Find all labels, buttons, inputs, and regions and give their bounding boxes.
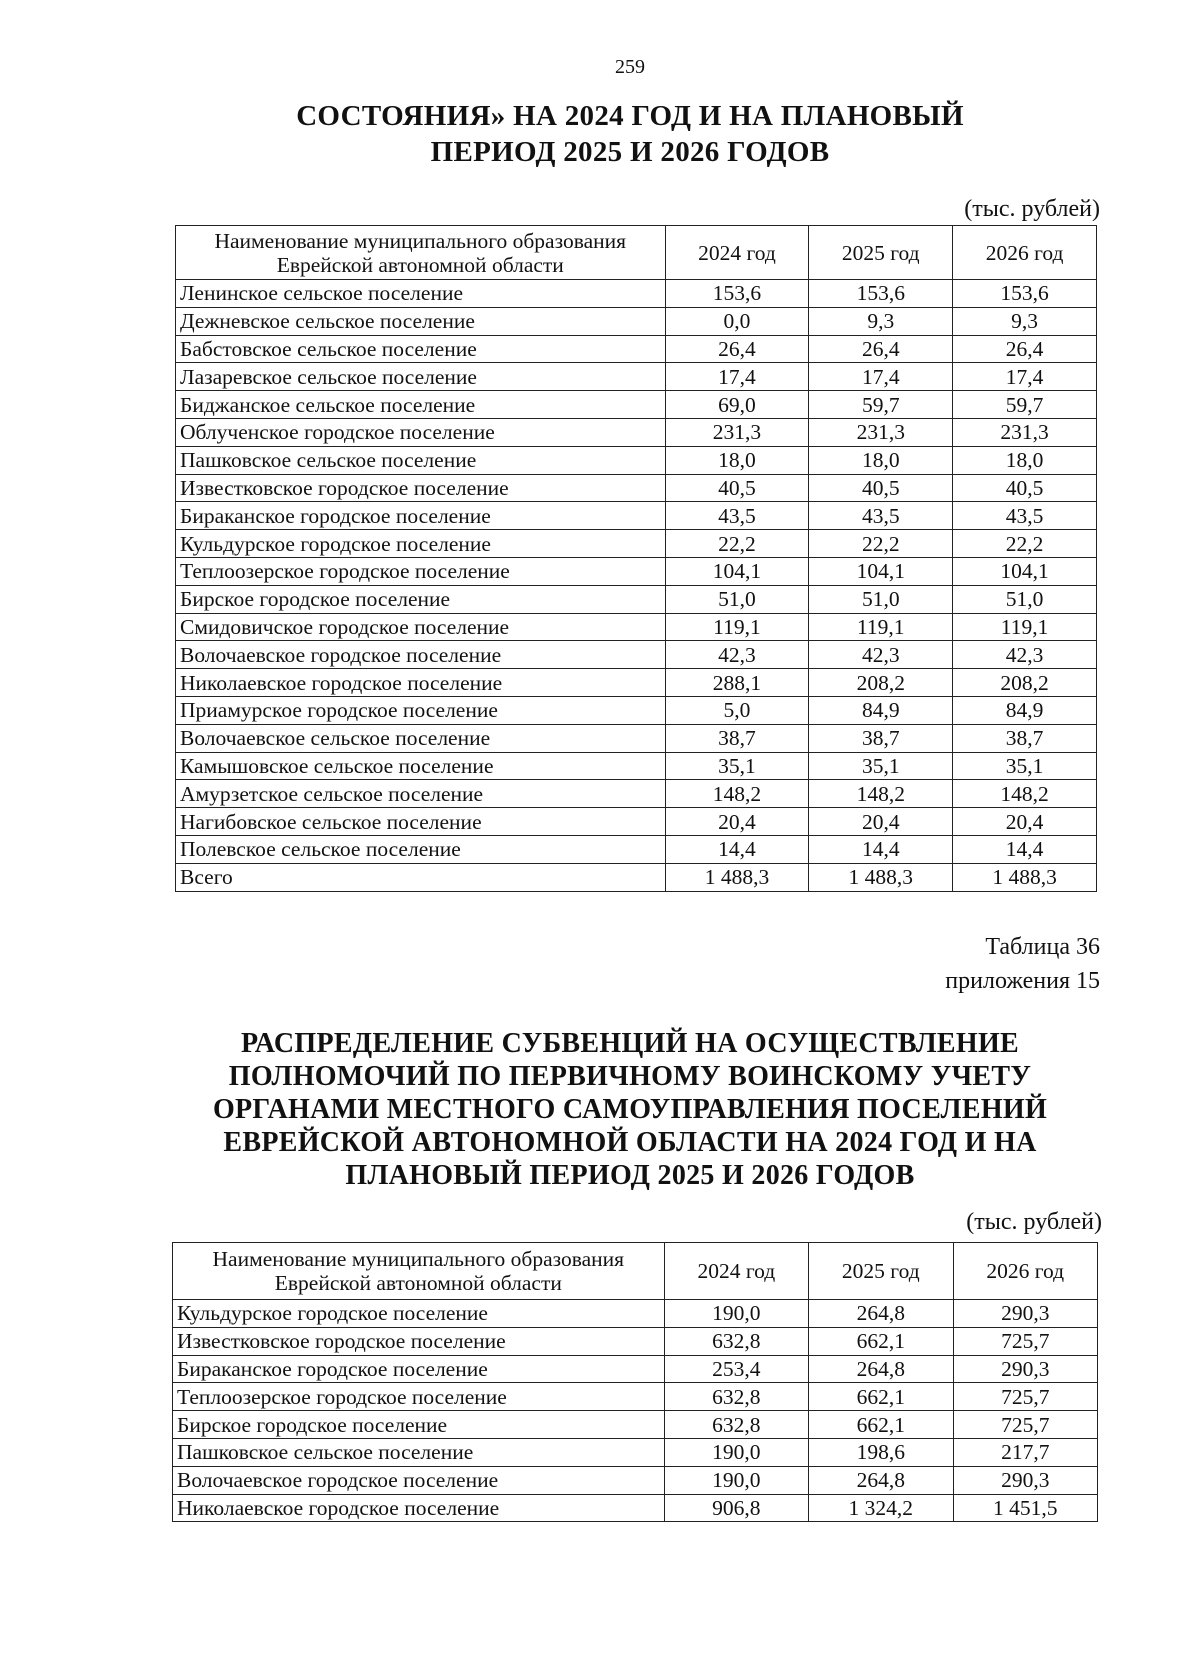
table-row — [176, 502, 1097, 530]
value-2026-cell: 84,9 — [953, 696, 1097, 724]
value-2026-cell: 290,3 — [953, 1355, 1098, 1383]
settlement-name-cell: Волочаевское сельское поселение — [176, 724, 666, 752]
settlement-name-cell: Известковское городское поселение — [173, 1327, 665, 1355]
value-2024-cell: 632,8 — [664, 1327, 808, 1355]
value-2024-cell: 0,0 — [665, 307, 809, 335]
table-row — [176, 641, 1097, 669]
page-number: 259 — [615, 56, 645, 78]
table-row — [176, 613, 1097, 641]
top-heading-line: ПЕРИОД 2025 И 2026 ГОДОВ — [430, 136, 830, 168]
value-2025-cell: 26,4 — [809, 335, 953, 363]
value-2024-cell: 632,8 — [664, 1411, 808, 1439]
value-2025-cell: 264,8 — [809, 1466, 953, 1494]
value-2025-cell: 104,1 — [809, 557, 953, 585]
table-row — [176, 474, 1097, 502]
value-2024-cell: 190,0 — [664, 1300, 808, 1328]
column-header-2026: 2026 год — [953, 226, 1097, 280]
settlement-name-cell: Облученское городское поселение — [176, 418, 666, 446]
value-2026-cell: 1 451,5 — [953, 1494, 1098, 1522]
value-2025-cell: 51,0 — [809, 585, 953, 613]
settlement-name-cell: Дежневское сельское поселение — [176, 307, 666, 335]
value-2024-cell: 43,5 — [665, 502, 809, 530]
bottom-table — [172, 1242, 1098, 1522]
value-2026-cell: 725,7 — [953, 1327, 1098, 1355]
value-2024-cell: 153,6 — [665, 280, 809, 308]
value-2025-cell: 198,6 — [809, 1438, 953, 1466]
bottom-heading-line: ПОЛНОМОЧИЙ ПО ПЕРВИЧНОМУ ВОИНСКОМУ УЧЕТУ — [228, 1061, 1032, 1092]
table-row — [176, 280, 1097, 308]
value-2026-cell: 148,2 — [953, 780, 1097, 808]
value-2025-cell: 9,3 — [809, 307, 953, 335]
table-row — [176, 446, 1097, 474]
value-2024-cell: 190,0 — [664, 1466, 808, 1494]
table-row — [176, 307, 1097, 335]
value-2024-cell: 288,1 — [665, 669, 809, 697]
table-row — [173, 1355, 1098, 1383]
bottom-heading-line: РАСПРЕДЕЛЕНИЕ СУБВЕНЦИЙ НА ОСУЩЕСТВЛЕНИЕ — [240, 1028, 1020, 1059]
table-row — [176, 669, 1097, 697]
value-2026-cell: 208,2 — [953, 669, 1097, 697]
bottom-heading — [0, 1027, 1200, 1192]
value-2025-cell: 84,9 — [809, 696, 953, 724]
table-row — [176, 530, 1097, 558]
value-2025-cell: 231,3 — [809, 418, 953, 446]
table-row — [176, 363, 1097, 391]
settlement-name-cell: Кульдурское городское поселение — [176, 530, 666, 558]
table-row — [176, 335, 1097, 363]
settlement-name-cell: Волочаевское городское поселение — [173, 1466, 665, 1494]
value-2025-cell: 264,8 — [809, 1300, 953, 1328]
table-row — [176, 863, 1097, 891]
value-2026-cell: 217,7 — [953, 1438, 1098, 1466]
settlement-name-cell: Известковское городское поселение — [176, 474, 666, 502]
value-2025-cell: 662,1 — [809, 1383, 953, 1411]
value-2024-cell: 119,1 — [665, 613, 809, 641]
value-2024-cell: 22,2 — [665, 530, 809, 558]
table-row — [176, 835, 1097, 863]
column-header-name: Наименование муниципального образования Еврейской автономной области — [176, 226, 666, 280]
value-2024-cell: 148,2 — [665, 780, 809, 808]
value-2024-cell: 51,0 — [665, 585, 809, 613]
value-2024-cell: 20,4 — [665, 808, 809, 836]
value-2026-cell: 725,7 — [953, 1383, 1098, 1411]
value-2024-cell: 17,4 — [665, 363, 809, 391]
value-2026-cell: 119,1 — [953, 613, 1097, 641]
top-units-label: (тыс. рублей) — [964, 196, 1100, 222]
value-2024-cell: 190,0 — [664, 1438, 808, 1466]
value-2024-cell: 5,0 — [665, 696, 809, 724]
value-2025-cell: 59,7 — [809, 391, 953, 419]
value-2025-cell: 42,3 — [809, 641, 953, 669]
table-row — [173, 1494, 1098, 1522]
table-row — [176, 557, 1097, 585]
value-2026-cell: 20,4 — [953, 808, 1097, 836]
value-2025-cell: 43,5 — [809, 502, 953, 530]
value-2024-cell: 38,7 — [665, 724, 809, 752]
table-caption — [945, 930, 1100, 998]
value-2024-cell: 14,4 — [665, 835, 809, 863]
settlement-name-cell: Всего — [176, 863, 666, 891]
value-2024-cell: 26,4 — [665, 335, 809, 363]
settlement-name-cell: Амурзетское сельское поселение — [176, 780, 666, 808]
value-2025-cell: 1 488,3 — [809, 863, 953, 891]
settlement-name-cell: Теплоозерское городское поселение — [173, 1383, 665, 1411]
column-header-2025: 2025 год — [809, 1243, 953, 1300]
value-2026-cell: 35,1 — [953, 752, 1097, 780]
value-2025-cell: 662,1 — [809, 1411, 953, 1439]
top-heading — [0, 98, 1200, 170]
value-2025-cell: 662,1 — [809, 1327, 953, 1355]
value-2026-cell: 9,3 — [953, 307, 1097, 335]
value-2024-cell: 906,8 — [664, 1494, 808, 1522]
value-2024-cell: 253,4 — [664, 1355, 808, 1383]
table-row — [176, 752, 1097, 780]
column-header-2026: 2026 год — [953, 1243, 1098, 1300]
value-2026-cell: 231,3 — [953, 418, 1097, 446]
top-table-header-row — [176, 226, 1097, 280]
settlement-name-cell: Волочаевское городское поселение — [176, 641, 666, 669]
value-2025-cell: 20,4 — [809, 808, 953, 836]
table-row — [173, 1411, 1098, 1439]
appendix-number: приложения 15 — [945, 968, 1100, 994]
column-header-2025: 2025 год — [809, 226, 953, 280]
settlement-name-cell: Нагибовское сельское поселение — [176, 808, 666, 836]
table-row — [176, 724, 1097, 752]
bottom-units-label: (тыс. рублей) — [966, 1209, 1102, 1235]
table-row — [176, 418, 1097, 446]
value-2024-cell: 42,3 — [665, 641, 809, 669]
settlement-name-cell: Бираканское городское поселение — [176, 502, 666, 530]
value-2025-cell: 17,4 — [809, 363, 953, 391]
table-row — [173, 1327, 1098, 1355]
table-row — [173, 1438, 1098, 1466]
value-2026-cell: 18,0 — [953, 446, 1097, 474]
value-2026-cell: 290,3 — [953, 1300, 1098, 1328]
table-row — [173, 1300, 1098, 1328]
settlement-name-cell: Ленинское сельское поселение — [176, 280, 666, 308]
settlement-name-cell: Кульдурское городское поселение — [173, 1300, 665, 1328]
settlement-name-cell: Николаевское городское поселение — [176, 669, 666, 697]
settlement-name-cell: Теплоозерское городское поселение — [176, 557, 666, 585]
table-row — [176, 696, 1097, 724]
settlement-name-cell: Полевское сельское поселение — [176, 835, 666, 863]
value-2026-cell: 40,5 — [953, 474, 1097, 502]
settlement-name-cell: Приамурское городское поселение — [176, 696, 666, 724]
table-row — [176, 808, 1097, 836]
column-header-2024: 2024 год — [664, 1243, 808, 1300]
value-2025-cell: 264,8 — [809, 1355, 953, 1383]
value-2024-cell: 632,8 — [664, 1383, 808, 1411]
column-header-name: Наименование муниципального образования Еврейской автономной области — [173, 1243, 665, 1300]
value-2024-cell: 1 488,3 — [665, 863, 809, 891]
table-row — [176, 391, 1097, 419]
table-number: Таблица 36 — [985, 934, 1100, 960]
value-2026-cell: 22,2 — [953, 530, 1097, 558]
value-2026-cell: 14,4 — [953, 835, 1097, 863]
value-2025-cell: 14,4 — [809, 835, 953, 863]
table-row — [176, 780, 1097, 808]
value-2025-cell: 1 324,2 — [809, 1494, 953, 1522]
value-2024-cell: 35,1 — [665, 752, 809, 780]
value-2026-cell: 104,1 — [953, 557, 1097, 585]
bottom-heading-line: ПЛАНОВЫЙ ПЕРИОД 2025 И 2026 ГОДОВ — [345, 1160, 915, 1191]
settlement-name-cell: Камышовское сельское поселение — [176, 752, 666, 780]
value-2025-cell: 18,0 — [809, 446, 953, 474]
column-header-2024: 2024 год — [665, 226, 809, 280]
value-2026-cell: 38,7 — [953, 724, 1097, 752]
settlement-name-cell: Смидовичское городское поселение — [176, 613, 666, 641]
settlement-name-cell: Николаевское городское поселение — [173, 1494, 665, 1522]
value-2026-cell: 1 488,3 — [953, 863, 1097, 891]
bottom-table-header-row — [173, 1243, 1098, 1300]
value-2024-cell: 40,5 — [665, 474, 809, 502]
table-row — [173, 1466, 1098, 1494]
value-2026-cell: 51,0 — [953, 585, 1097, 613]
value-2024-cell: 231,3 — [665, 418, 809, 446]
value-2025-cell: 38,7 — [809, 724, 953, 752]
value-2025-cell: 153,6 — [809, 280, 953, 308]
value-2025-cell: 148,2 — [809, 780, 953, 808]
value-2026-cell: 42,3 — [953, 641, 1097, 669]
value-2026-cell: 26,4 — [953, 335, 1097, 363]
value-2024-cell: 104,1 — [665, 557, 809, 585]
settlement-name-cell: Бабстовское сельское поселение — [176, 335, 666, 363]
value-2026-cell: 59,7 — [953, 391, 1097, 419]
top-heading-line: СОСТОЯНИЯ» НА 2024 ГОД И НА ПЛАНОВЫЙ — [296, 100, 964, 132]
value-2025-cell: 40,5 — [809, 474, 953, 502]
settlement-name-cell: Бирское городское поселение — [173, 1411, 665, 1439]
value-2025-cell: 208,2 — [809, 669, 953, 697]
table-row — [176, 585, 1097, 613]
settlement-name-cell: Лазаревское сельское поселение — [176, 363, 666, 391]
value-2026-cell: 290,3 — [953, 1466, 1098, 1494]
settlement-name-cell: Пашковское сельское поселение — [176, 446, 666, 474]
value-2026-cell: 17,4 — [953, 363, 1097, 391]
bottom-heading-line: ОРГАНАМИ МЕСТНОГО САМОУПРАВЛЕНИЯ ПОСЕЛЕНИЙ — [212, 1094, 1048, 1125]
value-2025-cell: 22,2 — [809, 530, 953, 558]
settlement-name-cell: Бираканское городское поселение — [173, 1355, 665, 1383]
settlement-name-cell: Бирское городское поселение — [176, 585, 666, 613]
top-table — [175, 225, 1097, 892]
value-2024-cell: 18,0 — [665, 446, 809, 474]
table-row — [173, 1383, 1098, 1411]
value-2026-cell: 153,6 — [953, 280, 1097, 308]
value-2026-cell: 43,5 — [953, 502, 1097, 530]
settlement-name-cell: Пашковское сельское поселение — [173, 1438, 665, 1466]
bottom-heading-line: ЕВРЕЙСКОЙ АВТОНОМНОЙ ОБЛАСТИ НА 2024 ГОД И НА — [223, 1127, 1037, 1158]
value-2025-cell: 35,1 — [809, 752, 953, 780]
value-2025-cell: 119,1 — [809, 613, 953, 641]
settlement-name-cell: Биджанское сельское поселение — [176, 391, 666, 419]
value-2026-cell: 725,7 — [953, 1411, 1098, 1439]
value-2024-cell: 69,0 — [665, 391, 809, 419]
